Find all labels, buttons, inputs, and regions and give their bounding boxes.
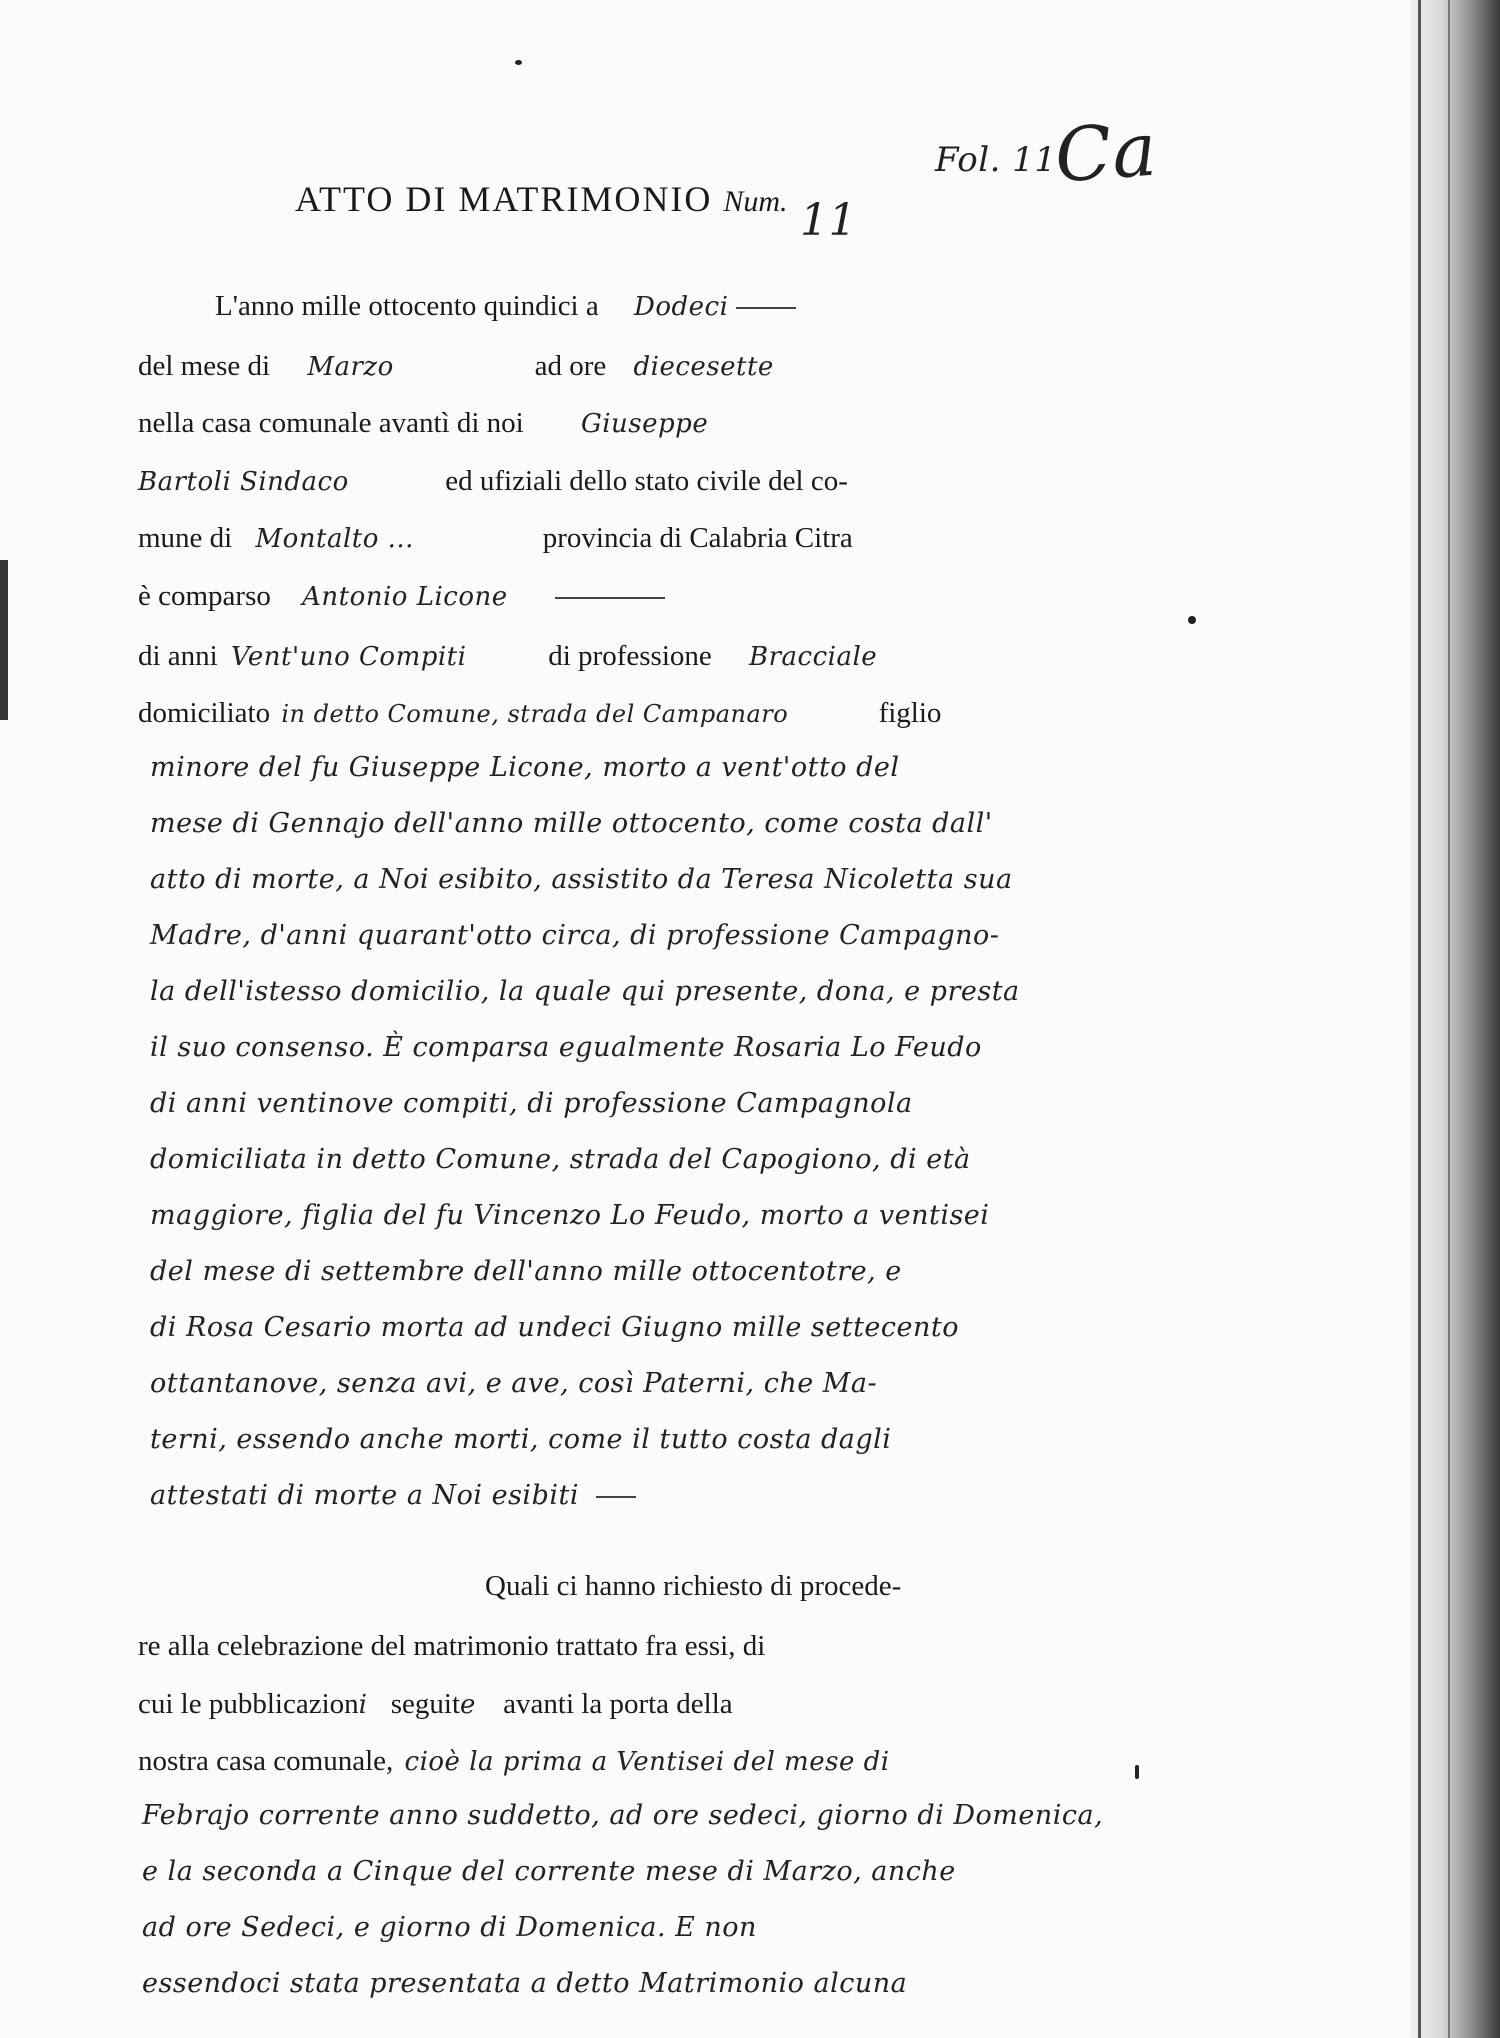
printed-text: cui le pubblicazion — [138, 1688, 359, 1720]
printed-text: di professione — [548, 640, 712, 672]
binding-edge-shadow — [1410, 0, 1500, 2038]
form-line-8 — [138, 697, 941, 730]
handwritten-line: minore del fu Giuseppe Licone, morto a vent'otto del — [150, 752, 900, 783]
handwritten-line: maggiore, figlia del fu Vincenzo Lo Feudo, morto a ventisei — [150, 1200, 990, 1231]
form-line-5 — [138, 522, 853, 555]
printed-line: Quali ci hanno richiesto di procede- — [485, 1570, 902, 1602]
handwritten-line: atto di morte, a Noi esibito, assistito da Teresa Nicoletta sua — [150, 864, 1013, 895]
handwritten-fill: Giuseppe — [580, 409, 709, 439]
handwritten-line: di Rosa Cesario morta ad undeci Giugno mille settecento — [150, 1312, 960, 1343]
handwritten-fill: e — [460, 1690, 476, 1720]
printed-text: nostra casa comunale, — [138, 1745, 394, 1777]
printed-line — [138, 1688, 733, 1721]
title-text: ATTO DI MATRIMONIO — [295, 179, 713, 219]
handwritten-fill: Dodeci — [634, 292, 729, 322]
handwritten-fill: Vent'uno Compiti — [231, 642, 467, 672]
page-edge-line — [1418, 0, 1421, 2038]
handwritten-fill: cioè la prima a Ventisei del mese di — [404, 1747, 890, 1777]
ink-speck — [1188, 616, 1196, 624]
folio-signature: Ca — [1052, 106, 1160, 200]
num-label: Num. — [723, 185, 788, 218]
folio-label: Fol. 11 — [935, 140, 1057, 180]
printed-text: L'anno mille ottocento quindici a — [215, 290, 599, 322]
printed-text: ad ore — [534, 350, 607, 382]
printed-line: re alla celebrazione del matrimonio trattato fra essi, di — [138, 1630, 766, 1662]
left-edge-mark — [0, 560, 8, 720]
form-line-4 — [138, 465, 848, 498]
handwritten-line: Madre, d'anni quarant'otto circa, di professione Campagno- — [150, 920, 1000, 951]
handwritten-fill: i — [358, 1690, 368, 1720]
printed-text: seguit — [390, 1688, 461, 1720]
printed-text: nella casa comunale avantì di noi — [138, 407, 524, 439]
printed-text: figlio — [878, 697, 942, 729]
handwritten-line: del mese di settembre dell'anno mille ottocentotre, e — [150, 1256, 902, 1287]
handwritten-line: e la seconda a Cinque del corrente mese di Marzo, anche — [142, 1856, 956, 1887]
handwritten-fill: in detto Comune, strada del Campanaro — [281, 700, 789, 728]
printed-text: del mese di — [138, 350, 271, 382]
handwritten-line: mese di Gennajo dell'anno mille ottocento, come costa dall' — [150, 808, 993, 839]
handwritten-fill: diecesette — [633, 352, 774, 382]
handwritten-fill: Bracciale — [749, 642, 878, 672]
handwritten-line: ad ore Sedeci, e giorno di Domenica. E non — [142, 1912, 757, 1943]
ink-speck — [515, 60, 522, 65]
printed-text: avanti la porta della — [503, 1688, 733, 1720]
handwritten-line — [150, 1480, 636, 1511]
form-line-6 — [138, 580, 665, 613]
printed-line — [138, 1745, 890, 1778]
handwritten-line: essendoci stata presentata a detto Matrimonio alcuna — [142, 1968, 908, 1999]
printed-text: di anni — [138, 640, 218, 672]
handwritten-line: Febrajo corrente anno suddetto, ad ore sedeci, giorno di Domenica, — [142, 1800, 1104, 1831]
form-line-3 — [138, 407, 708, 440]
printed-text: è comparso — [138, 580, 271, 612]
form-line-1 — [215, 290, 796, 323]
page-edge-line — [1448, 0, 1450, 2038]
handwritten-text: attestati di morte a Noi esibiti — [150, 1480, 579, 1511]
handwritten-line: il suo consenso. È comparsa egualmente Rosaria Lo Feudo — [150, 1032, 982, 1063]
printed-text: provincia di Calabria Citra — [542, 522, 853, 554]
printed-text: mune di — [138, 522, 233, 554]
ink-speck — [1135, 1765, 1139, 1779]
handwritten-line: di anni ventinove compiti, di professione Campagnola — [150, 1088, 913, 1119]
handwritten-line: ottantanove, senza avi, e ave, così Paterni, che Ma- — [150, 1368, 878, 1399]
handwritten-fill: Antonio Licone — [302, 582, 508, 612]
handwritten-line: la dell'istesso domicilio, la quale qui presente, dona, e presta — [150, 976, 1020, 1007]
handwritten-fill: Marzo — [307, 352, 394, 382]
handwritten-fill: Montalto ... — [255, 524, 414, 554]
page-title — [295, 178, 788, 220]
form-line-2 — [138, 350, 774, 383]
printed-text: ed ufiziali dello stato civile del co- — [445, 465, 848, 497]
handwritten-fill: Bartoli Sindaco — [138, 467, 349, 497]
printed-text: domiciliato — [138, 697, 271, 729]
act-number: 11 — [800, 195, 857, 246]
handwritten-line: terni, essendo anche morti, come il tutto costa dagli — [150, 1424, 892, 1455]
handwritten-line: domiciliata in detto Comune, strada del Capogiono, di età — [150, 1144, 971, 1175]
form-line-7 — [138, 640, 877, 673]
